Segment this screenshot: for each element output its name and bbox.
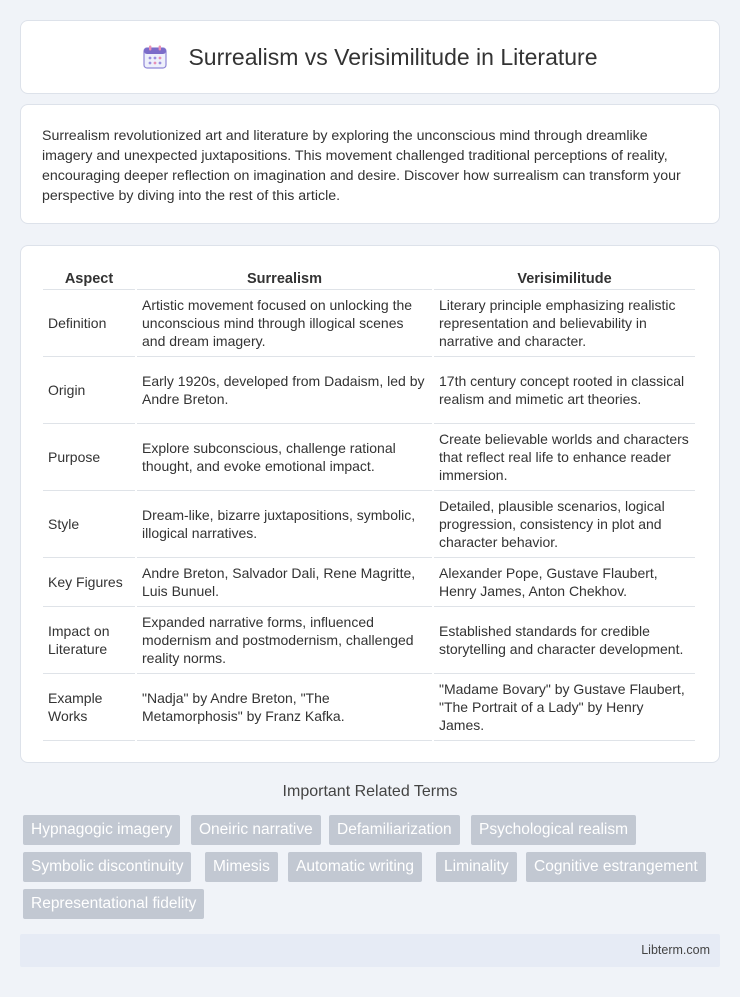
related-terms-heading: Important Related Terms bbox=[282, 783, 458, 800]
related-term-tag[interactable]: Mimesis bbox=[205, 852, 278, 882]
comparison-table-card bbox=[20, 245, 720, 763]
related-term-tag[interactable]: Automatic writing bbox=[288, 852, 422, 882]
related-term-tag[interactable]: Hypnagogic imagery bbox=[23, 815, 180, 845]
aspect-cell: Impact on Literature bbox=[43, 607, 135, 674]
table-row bbox=[43, 357, 695, 424]
aspect-cell: Purpose bbox=[43, 424, 135, 491]
verisimilitude-cell: 17th century concept rooted in classical realism and mimetic art theories. bbox=[434, 357, 695, 424]
surrealism-cell: Early 1920s, developed from Dadaism, led by Andre Breton. bbox=[137, 357, 432, 424]
related-term-tag[interactable]: Psychological realism bbox=[471, 815, 636, 845]
aspect-cell: Style bbox=[43, 491, 135, 558]
verisimilitude-cell: "Madame Bovary" by Gustave Flaubert, "The Portrait of a Lady" by Henry James. bbox=[434, 674, 695, 741]
related-term-tag[interactable]: Oneiric narrative bbox=[191, 815, 321, 845]
footer bbox=[20, 934, 720, 967]
verisimilitude-cell: Detailed, plausible scenarios, logical progression, consistency in plot and character behavior. bbox=[434, 491, 695, 558]
related-term-tag[interactable]: Defamiliarization bbox=[329, 815, 460, 845]
related-term-tag[interactable]: Cognitive estrangement bbox=[526, 852, 706, 882]
verisimilitude-cell: Create believable worlds and characters that reflect real life to enhance reader immersion. bbox=[434, 424, 695, 491]
table-row bbox=[43, 290, 695, 357]
verisimilitude-cell: Alexander Pope, Gustave Flaubert, Henry James, Anton Chekhov. bbox=[434, 558, 695, 607]
table-row bbox=[43, 607, 695, 674]
column-header-surrealism: Surrealism bbox=[137, 266, 432, 290]
surrealism-cell: Andre Breton, Salvador Dali, Rene Magritte, Luis Bunuel. bbox=[137, 558, 432, 607]
surrealism-cell: Artistic movement focused on unlocking the unconscious mind through illogical scenes and dream imagery. bbox=[137, 290, 432, 357]
related-term-tag[interactable]: Representational fidelity bbox=[23, 889, 204, 919]
related-term-tag[interactable]: Symbolic discontinuity bbox=[23, 852, 191, 882]
calendar-icon bbox=[142, 44, 168, 70]
comparison-table bbox=[41, 266, 697, 741]
aspect-cell: Example Works bbox=[43, 674, 135, 741]
column-header-aspect: Aspect bbox=[43, 266, 135, 290]
aspect-cell: Definition bbox=[43, 290, 135, 357]
intro-card bbox=[20, 104, 720, 224]
verisimilitude-cell: Literary principle emphasizing realistic representation and believability in narrative and character. bbox=[434, 290, 695, 357]
surrealism-cell: Expanded narrative forms, influenced modernism and postmodernism, challenged reality norms. bbox=[137, 607, 432, 674]
table-row bbox=[43, 424, 695, 491]
aspect-cell: Origin bbox=[43, 357, 135, 424]
surrealism-cell: "Nadja" by Andre Breton, "The Metamorphosis" by Franz Kafka. bbox=[137, 674, 432, 741]
table-header-row bbox=[43, 266, 695, 290]
table-row bbox=[43, 674, 695, 741]
page-title: Surrealism vs Verisimilitude in Literature bbox=[188, 43, 598, 70]
related-term-tag[interactable]: Liminality bbox=[436, 852, 517, 882]
column-header-verisimilitude: Verisimilitude bbox=[434, 266, 695, 290]
intro-text: Surrealism revolutionized art and literature by exploring the unconscious mind through dreamlike imagery and unexpected juxtapositions. This movement challenged traditional perceptions of reality, encouraging deeper reflection on imagination and desire. Discover how surrealism can transform your perspective by diving into the rest of this article. bbox=[42, 128, 681, 204]
aspect-cell: Key Figures bbox=[43, 558, 135, 607]
footer-site-link[interactable]: Libterm.com bbox=[641, 943, 710, 957]
verisimilitude-cell: Established standards for credible storytelling and character development. bbox=[434, 607, 695, 674]
table-row bbox=[43, 558, 695, 607]
header-card bbox=[20, 20, 720, 94]
surrealism-cell: Dream-like, bizarre juxtapositions, symbolic, illogical narratives. bbox=[137, 491, 432, 558]
table-row bbox=[43, 491, 695, 558]
surrealism-cell: Explore subconscious, challenge rational thought, and evoke emotional impact. bbox=[137, 424, 432, 491]
